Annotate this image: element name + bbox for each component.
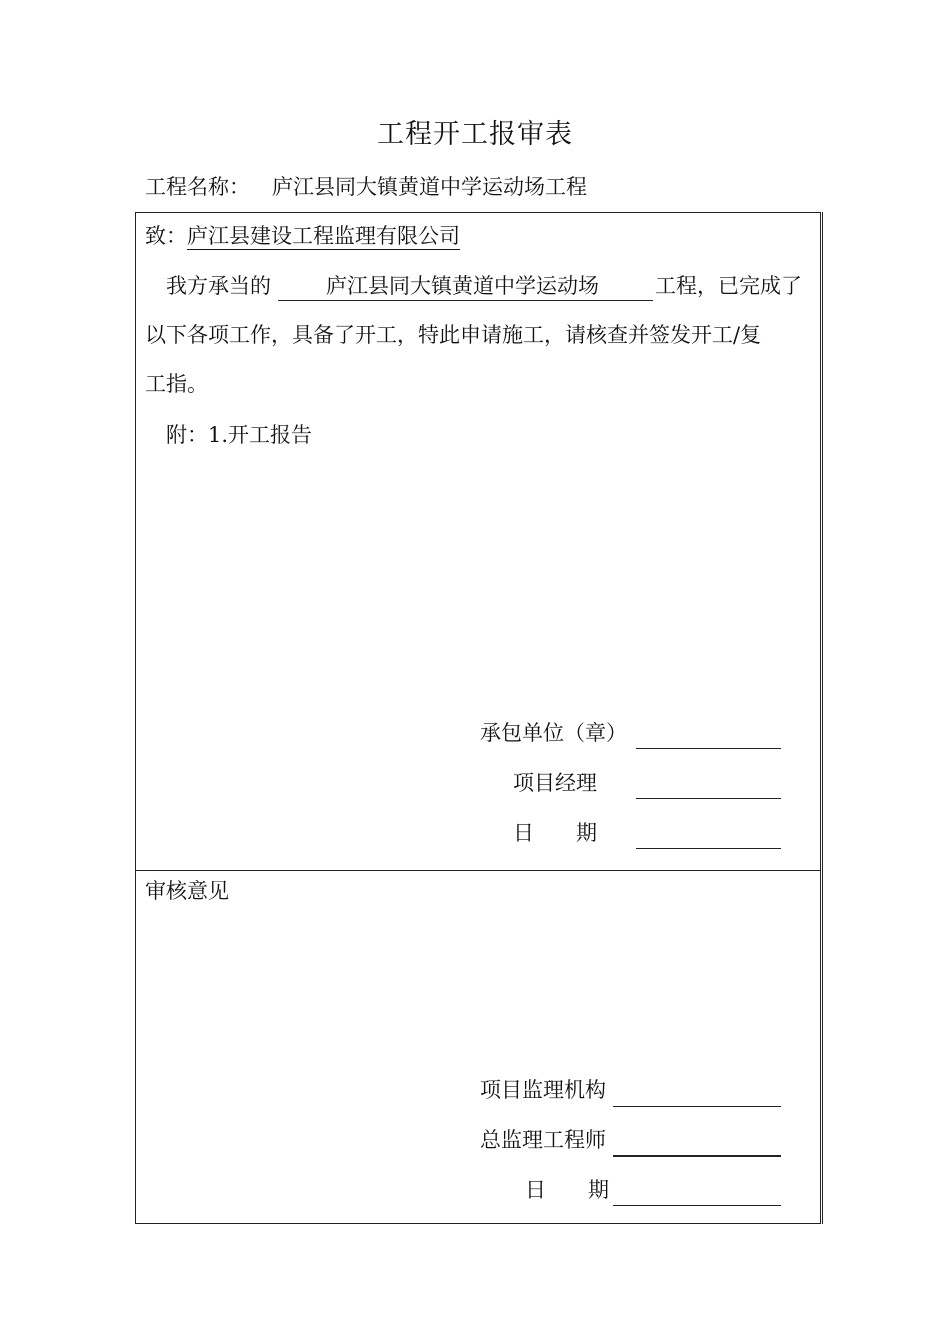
review-date-label: 日 期 [525, 1178, 609, 1202]
attachment-item: 附：1.开工报告 [166, 423, 313, 447]
form-frame [135, 212, 821, 1224]
frame-edge [822, 212, 823, 1224]
project-name-row [145, 171, 587, 201]
section-divider [135, 870, 821, 871]
page-title: 工程开工报审表 [377, 119, 573, 150]
chief-engineer-label: 总监理工程师 [480, 1128, 606, 1152]
contractor-signature-line[interactable] [636, 748, 781, 749]
agency-label: 项目监理机构 [480, 1078, 606, 1102]
request-project-underline [278, 300, 653, 301]
contractor-label: 承包单位（章） [480, 721, 627, 745]
manager-label: 项目经理 [513, 771, 597, 795]
application-date-line[interactable] [636, 848, 781, 849]
recipient-row [145, 226, 460, 247]
request-suffix: 工程，已完成了 [655, 274, 802, 298]
review-heading: 审核意见 [145, 879, 229, 903]
manager-signature-line[interactable] [636, 798, 781, 799]
application-date-label: 日 期 [513, 821, 597, 845]
project-name-value: 庐江县同大镇黄道中学运动场工程 [272, 175, 587, 199]
request-line-1 [166, 276, 271, 297]
recipient-company: 庐江县建设工程监理有限公司 [187, 224, 460, 248]
project-name-label: 工程名称： [145, 175, 250, 199]
request-prefix: 我方承当的 [166, 274, 271, 298]
request-line-3: 工指。 [145, 372, 208, 396]
request-line-2: 以下各项工作，具备了开工，特此申请施工，请核查并签发开工/复 [145, 323, 762, 347]
recipient-label: 致： [145, 224, 187, 248]
review-date-line[interactable] [613, 1205, 781, 1206]
agency-signature-line[interactable] [613, 1106, 781, 1107]
chief-engineer-signature-line[interactable] [613, 1155, 781, 1157]
request-project-name: 庐江县同大镇黄道中学运动场 [326, 274, 599, 298]
